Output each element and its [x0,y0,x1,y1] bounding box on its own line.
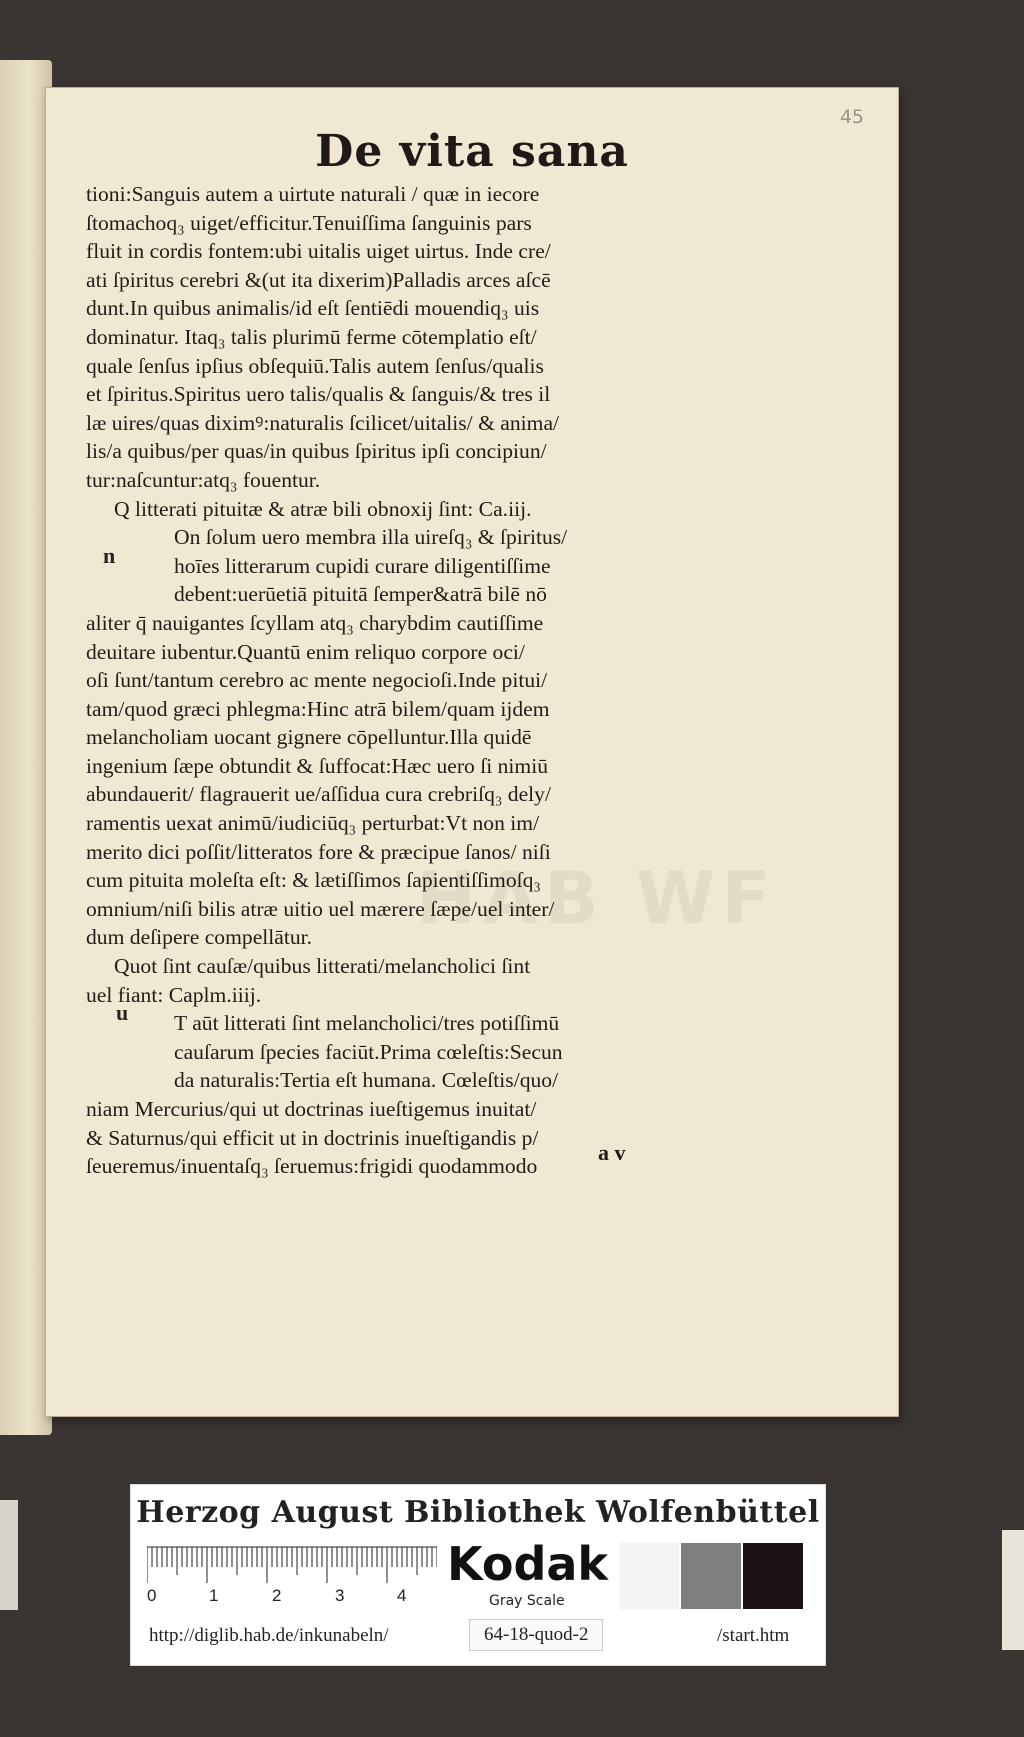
signature-mark: a v [598,1140,626,1165]
gray-patch-mid [681,1543,741,1609]
text-line: merito dici poſſit/litteratos fore & præcipue ſanos/ niſi [86,839,551,864]
ruler-number: 4 [397,1586,407,1603]
text-line: dominatur. Itaq₃ talis plurimū ferme cōtemplatio eſt/ [86,324,537,349]
watermark: HAB WF [416,856,777,940]
library-title: Herzog August Bibliothek Wolfenbüttel [136,1495,820,1530]
chapter-heading: Q litterati pituitæ & atræ bili obnoxij ſint: Ca.iij. [114,496,532,521]
text-line: cum pituita moleſta eſt: & lætiſſimos ſapientiſſimoſq₃ [86,868,541,893]
text-line: ingenium ſæpe obtundit & ſuffocat:Hæc uero ſi nimiū [86,753,549,778]
text-line: læ uires/quas diximꝰ:naturalis ſcilicet/uitalis/ & anima/ [86,410,560,435]
guide-letter: n [103,543,116,568]
text-line: quale ſenſus ipſius obſequiū.Talis autem ſenſus/qualis [86,353,544,378]
text-line: ſeueremus/inuentaſq₃ ſeruemus:frigidi quodammodo [86,1154,538,1179]
color-target-card [131,1485,825,1665]
gray-patch-white [619,1543,679,1609]
text-line: tam/quod græci phlegma:Hinc atrā bilem/quam ijdem [86,696,550,721]
right-clip-tab [1002,1530,1024,1650]
text-line: ati ſpiritus cerebri &(ut ita dixerim)Palladis arces aſcē [86,267,551,292]
shelfmark-id: 64-18-quod-2 [469,1619,603,1651]
text-line: et ſpiritus.Spiritus uero talis/qualis & ſanguis/& tres il [86,382,551,407]
ruler-number: 1 [209,1586,219,1603]
text-line: da naturalis:Tertia eſt humana. Cœleſtis/quo/ [174,1068,559,1093]
chapter-heading-cont: uel fiant: Caplm.iiij. [86,982,262,1007]
kodak-logo: Kodak [447,1537,608,1591]
text-line: oſi ſunt/tantum cerebro ac mente negocioſi.Inde pitui/ [86,668,548,693]
text-line: tioni:Sanguis autem a uirtute naturali / quæ in iecore [86,182,540,206]
text-line: On ſolum uero membra illa uireſq₃ & ſpiritus/ [174,525,568,550]
text-line: dum deſipere compellātur. [86,925,313,950]
chapter-heading: Quot ſint cauſæ/quibus litterati/melancholici ſint [114,954,531,979]
text-line: aliter q̄ nauigantes ſcyllam atq₃ charybdim cautiſſime [86,610,544,635]
text-line: dunt.In quibus animalis/id eſt ſentiēdi mouendiq₃ uis [86,296,540,321]
text-line: fluit in cordis fontem:ubi uitalis uiget uirtus. Inde cre/ [86,239,551,264]
book-page [46,88,898,1416]
ruler-number: 0 [147,1586,157,1603]
guide-letter: u [116,1000,129,1025]
gray-patch-black [743,1543,803,1609]
text-line: ſtomachoq₃ uiget/efficitur.Tenuiſſima ſanguinis pars [86,210,532,235]
text-line: melancholiam uocant gignere cōpelluntur.Illa quidē [86,725,532,750]
text-line: abundauerit/ flagrauerit ue/aſſidua cura crebriſq₃ dely/ [86,782,551,807]
text-line: cauſarum ſpecies faciūt.Prima cœleſtis:Secun [174,1039,563,1064]
ruler-number: 2 [272,1586,282,1603]
text-line: tur:naſcuntur:atq₃ fouentur. [86,467,321,492]
text-line: debent:uerūetiā pituitā ſemper&atrā bilē nō [174,582,547,607]
ruler [147,1545,437,1603]
folio-number: 45 [839,106,864,128]
text-line: niam Mercurius/qui ut doctrinas iueſtigemus inuitat/ [86,1097,537,1121]
text-line: lis/a quibus/per quas/in quibus ſpiritus ipſi concipiun/ [86,439,547,464]
gray-scale-label: Gray Scale [489,1593,565,1609]
text-line: & Saturnus/qui efficit ut in doctrinis inueſtigandis p/ [86,1125,539,1150]
url-suffix: /start.htm [717,1625,790,1646]
url-prefix: http://diglib.hab.de/inkunabeln/ [149,1625,389,1646]
text-line: hoīes litterarum cupidi curare diligentiſſime [174,553,551,578]
ruler-number: 3 [335,1586,345,1603]
text-line: ramentis uexat animū/iudiciūq₃ perturbat:Vt non im/ [86,811,540,836]
left-clip-tab [0,1500,18,1610]
text-line: deuitare iubentur.Quantū enim reliquo corpore oci/ [86,639,525,664]
text-line: omnium/niſi bilis atræ uitio uel mærere ſæpe/uel inter/ [86,896,555,921]
text-block [86,180,716,1181]
text-line: T aūt litterati ſint melancholici/tres potiſſimū [174,1011,560,1036]
running-head: De vita sana [315,126,629,177]
previous-page-edge [0,60,52,1435]
